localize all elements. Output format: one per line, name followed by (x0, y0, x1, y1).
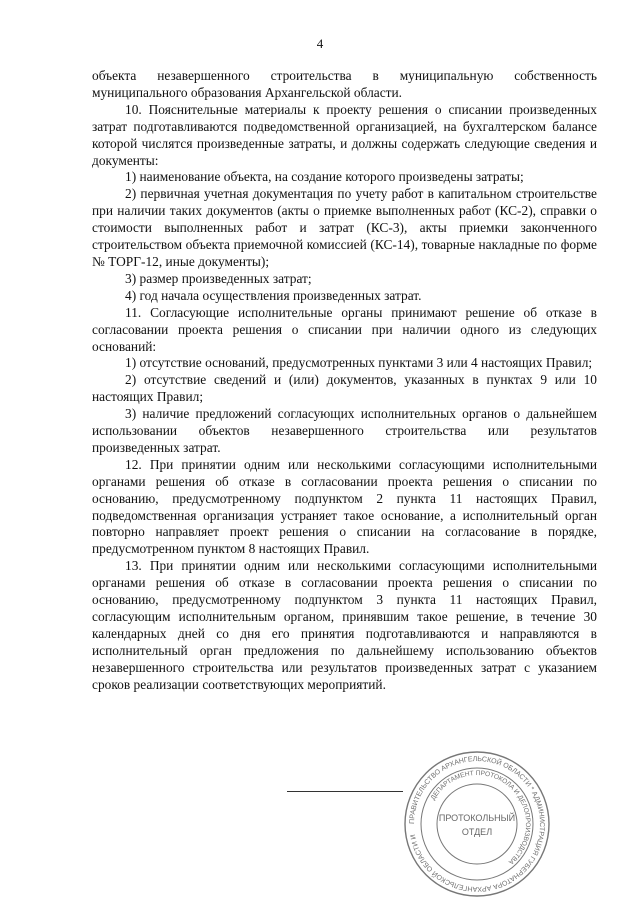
paragraph: 3) наличие предложений согласующих исполнительных органов о дальнейшем использовании объектов незавершенного строительства или результатов произведенных затрат. (92, 406, 597, 455)
stamp-center-line-2: ОТДЕЛ (461, 827, 493, 837)
paragraph: 2) первичная учетная документация по учету работ в капитальном строительстве при наличии таких документов (акты о приемке выполненных работ (КС-2), справки о стоимости выполненных работ и затрат (КС-3), акты приемки законченного строительством объекта приемочной комиссией (КС-14), товарные накладные по форме № ТОРГ-12, иные документы); (92, 186, 597, 269)
stamp-inner-circle (437, 784, 517, 864)
protocol-department-stamp (402, 749, 552, 899)
paragraph: 13. При принятии одним или несколькими согласующими исполнительными органами решения об отказе в согласовании проекта решения о списании по основанию, предусмотренному подпунктом 3 пункта 11 настоящих Правил, согласующим исполнительным органом, принявшим такое решение, в течение 30 календарных дней со дня его принятия подготавливаются и направляются в исполнительный орган предложения по дальнейшему использованию объектов незавершенного строительства или результатов произведенных затрат с указанием сроков реализации соответствующих мероприятий. (92, 558, 597, 692)
stamp-outer-ring-text: ПРАВИТЕЛЬСТВО АРХАНГЕЛЬСКОЙ ОБЛАСТИ * АДМИНИСТРАЦИЯ ГУБЕРНАТОРА АРХАНГЕЛЬСКОЙ ОБЛАСТИ И (408, 755, 546, 893)
document-body (92, 68, 597, 694)
signature-line (287, 791, 403, 792)
stamp-middle-circle (421, 768, 533, 880)
stamp-center-line-1: ПРОТОКОЛЬНЫЙ (438, 813, 516, 823)
paragraph: 12. При принятии одним или несколькими согласующими исполнительными органами решения об отказе в согласовании проекта решения о списании по основанию, предусмотренному подпунктом 2 пункта 11 настоящих Правил, подведомственная организация устраняет такое основание, а исполнительный орган повторно направляет проект решения о списании на согласование в порядке, предусмотренном пунктом 8 настоящих Правил. (92, 456, 597, 557)
paragraph: 10. Пояснительные материалы к проекту решения о списании произведенных затрат подготавливаются подведомственной организацией, на бухгалтерском балансе которой числятся произведенные затраты, и должны содержать следующие сведения и документы: (92, 101, 597, 168)
paragraph: объекта незавершенного строительства в муниципальную собственность муниципального образования Архангельской области. (92, 68, 597, 100)
paragraph: 11. Согласующие исполнительные органы принимают решение об отказе в согласовании проекта решения о списании при наличии одного из следующих оснований: (92, 304, 597, 354)
page-number: 4 (316, 36, 324, 51)
paragraph: 2) отсутствие сведений и (или) документов, указанных в пунктах 9 или 10 настоящих Правил; (92, 372, 597, 405)
stamp-inner-ring-text: ДЕПАРТАМЕНТ ПРОТОКОЛА И ДЕЛОПРОИЗВОДСТВА (429, 769, 532, 866)
paragraph: 4) год начала осуществления произведенных затрат. (125, 287, 422, 303)
paragraph: 1) наименование объекта, на создание которого произведены затраты; (125, 169, 524, 185)
paragraph: 1) отсутствие оснований, предусмотренных пунктами 3 или 4 настоящих Правил; (125, 355, 593, 371)
paragraph: 3) размер произведенных затрат; (125, 270, 312, 286)
